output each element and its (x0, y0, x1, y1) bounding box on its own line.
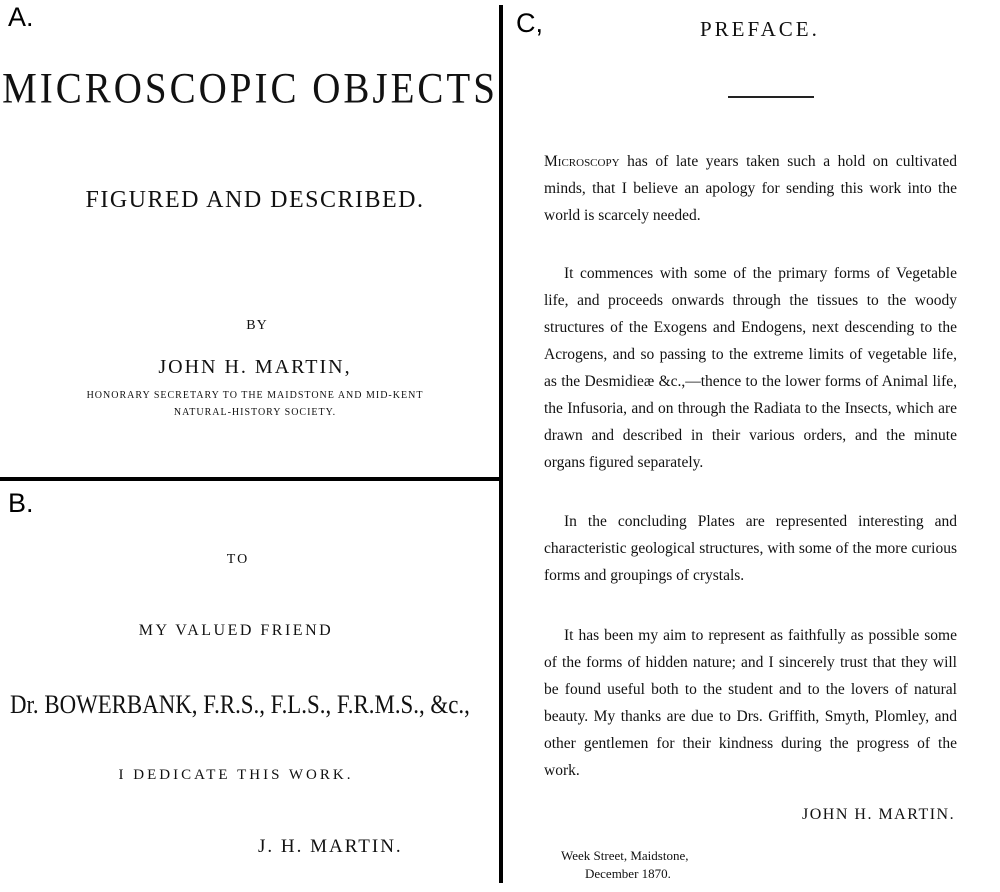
panel-label-c: C, (516, 8, 543, 38)
by-label: BY (246, 318, 268, 333)
preface-paragraph-3: In the concluding Plates are represented interesting and characteristic geological structures, with some of the more curious forms and groupings of crystals. (544, 513, 957, 584)
preface-signature: JOHN H. MARTIN. (802, 806, 956, 823)
horizontal-divider (0, 477, 501, 481)
preface-paragraph-2: It commences with some of the primary forms of Vegetable life, and proceeds onwards through the tissues to the woody structures of the Exogens and Endogens, next descending to the Acrogens, and so passing to the extreme limits of vegetable life, as the Desmidieæ &c.,—thence to the lower forms of Animal life, the Infusoria, and on through the Radiata to the Insects, which are drawn and described in their various orders, and the minute organs figured separately. (544, 265, 957, 471)
preface-paragraph-1 (544, 148, 957, 229)
book-title: MICROSCOPIC OBJECTS (2, 65, 498, 113)
paragraph-lead-word: Microscopy (544, 153, 620, 170)
preface-paragraph-4: It has been my aim to represent as faithfully as possible some of the forms of hidden nature; and I sincerely trust that they will be found useful both to the student and to the lovers of natural beauty. My thanks are due to Drs. Griffith, Smyth, Plomley, and other gentlemen for their kindness during the progress of the work. (544, 627, 957, 779)
panel-label-a: A. (8, 2, 34, 32)
dedication-signature: J. H. MARTIN. (258, 836, 403, 857)
preface-rule (728, 96, 814, 98)
address-line-1: Week Street, Maidstone, (561, 848, 689, 863)
paragraph-1-text: has of late years taken such a hold on cultivated minds, that I believe an apology for sending this work into the world is scarcely needed. (544, 153, 957, 224)
affiliation-line-1: HONORARY SECRETARY TO THE MAIDSTONE AND MID-KENT (86, 390, 424, 401)
affiliation-line-2: NATURAL-HISTORY SOCIETY. (173, 407, 337, 418)
author-affiliation (0, 387, 510, 421)
dedicatee-name: Dr. BOWERBANK, F.R.S., F.L.S., F.R.M.S., &c., (10, 690, 470, 719)
book-subtitle: FIGURED AND DESCRIBED. (85, 187, 425, 213)
vertical-divider (499, 5, 503, 883)
dedication-statement: I DEDICATE THIS WORK. (118, 767, 354, 783)
address-line-2: December 1870. (585, 866, 671, 881)
panel-label-b: B. (8, 488, 34, 518)
author-name: JOHN H. MARTIN, (158, 356, 352, 378)
dedication-to: TO (226, 552, 250, 567)
dedication-friend: MY VALUED FRIEND (138, 622, 334, 639)
preface-heading: PREFACE. (700, 17, 820, 41)
